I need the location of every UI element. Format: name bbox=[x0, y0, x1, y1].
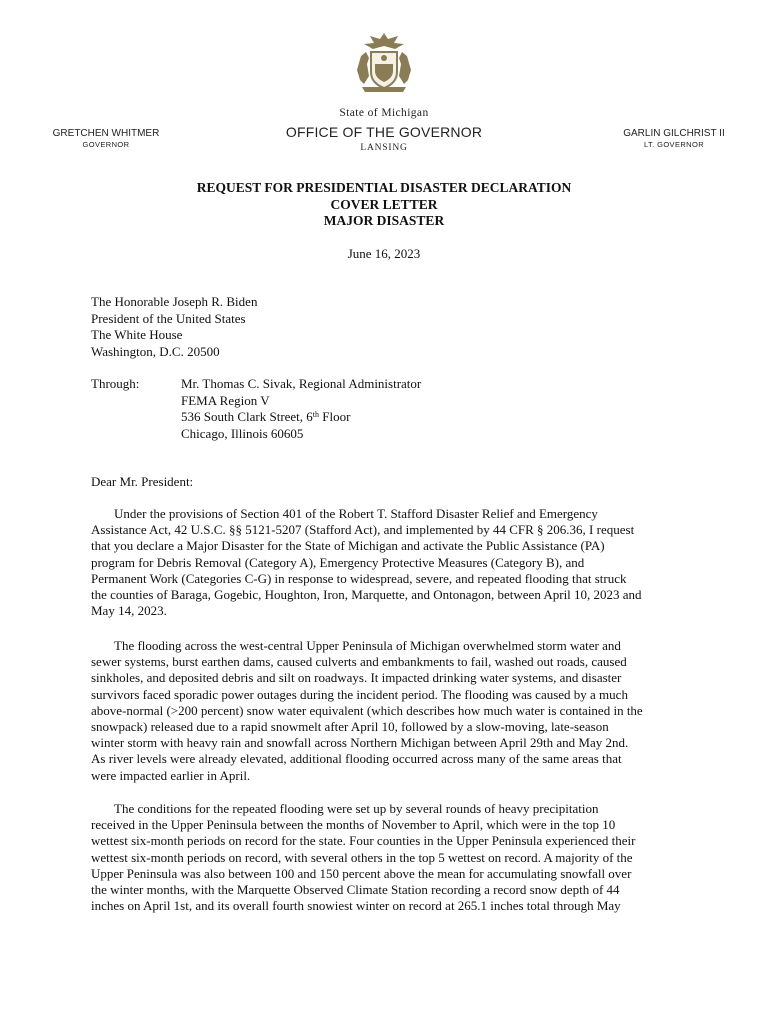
street-text: 536 South Clark Street, 6 bbox=[181, 409, 313, 424]
salutation: Dear Mr. President: bbox=[91, 474, 194, 489]
paragraph-line: The flooding across the west-central Upper Peninsula of Michigan overwhelmed storm water and bbox=[114, 638, 621, 653]
governor-name: GRETCHEN WHITMER bbox=[52, 128, 160, 139]
recipient-address bbox=[91, 294, 257, 360]
heading-line: REQUEST FOR PRESIDENTIAL DISASTER DECLARATION bbox=[196, 180, 572, 195]
through-name: Mr. Thomas C. Sivak, Regional Administrator bbox=[181, 376, 422, 391]
lt-governor-block bbox=[610, 127, 738, 150]
paragraph-line: The conditions for the repeated flooding were set up by several rounds of heavy precipitation bbox=[114, 801, 599, 816]
through-street bbox=[181, 409, 421, 426]
street-ordinal: th bbox=[312, 410, 320, 419]
paragraph-line: above-normal (>200 percent) snow water equivalent (which describes how much water is contained in the bbox=[91, 702, 643, 718]
paragraph-line: survivors faced sporadic power outages during the incident period. The flooding was caused by a much bbox=[91, 686, 628, 702]
paragraph-line: Assistance Act, 42 U.S.C. §§ 5121-5207 (Stafford Act), and implemented by 44 CFR § 206.36, I request bbox=[91, 522, 635, 538]
paragraph-line: sinkholes, and deposited debris and silt on roadways. It impacted drinking water systems, and disaster bbox=[91, 670, 622, 686]
lt-governor-title: LT. GOVERNOR bbox=[643, 140, 705, 149]
paragraph-line: sewer systems, burst earthen dams, caused culverts and embankments to fail, washed out roads, caused bbox=[91, 654, 627, 670]
address-line: The Honorable Joseph R. Biden bbox=[91, 294, 258, 309]
letter-date: June 16, 2023 bbox=[347, 246, 421, 261]
paragraph-2 bbox=[91, 638, 681, 784]
paragraph-line: Upper Peninsula was also between 100 and 150 percent above the mean for accumulating snowfall over bbox=[91, 865, 632, 881]
document-heading bbox=[0, 180, 768, 230]
heading-line: COVER LETTER bbox=[330, 196, 438, 212]
paragraph-line: inches on April 1st, and its overall fourth snowiest winter on record at 265.1 inches total through May bbox=[91, 898, 621, 914]
letterhead-state: State of Michigan bbox=[339, 107, 429, 119]
paragraph-line: the winter months, with the Marquette Observed Climate Station recording a record snow depth of 44 bbox=[91, 882, 620, 898]
through-city: Chicago, Illinois 60605 bbox=[181, 425, 304, 441]
street-text-end: Floor bbox=[319, 409, 351, 424]
michigan-seal-icon bbox=[354, 30, 414, 94]
paragraph-1 bbox=[91, 506, 681, 619]
letterhead-city: LANSING bbox=[360, 143, 408, 153]
address-line: President of the United States bbox=[91, 310, 246, 326]
paragraph-line: Permanent Work (Categories C-G) in response to widespread, severe, and repeated flooding that struck bbox=[91, 570, 627, 586]
paragraph-line: May 14, 2023. bbox=[91, 603, 167, 619]
address-line: The White House bbox=[91, 327, 183, 342]
paragraph-line: program for Debris Removal (Category A), Emergency Protective Measures (Category B), and bbox=[91, 554, 585, 570]
paragraph-line: were impacted earlier in April. bbox=[91, 767, 251, 783]
paragraph-3 bbox=[91, 801, 681, 914]
through-label: Through: bbox=[91, 376, 140, 391]
paragraph-line: snowpack) released due to a rapid snowmelt after April 10, followed by a slow-moving, late-season bbox=[91, 719, 609, 735]
heading-line: MAJOR DISASTER bbox=[323, 213, 445, 228]
paragraph-line: that you declare a Major Disaster for the State of Michigan and activate the Public Assistance (PA) bbox=[91, 538, 605, 554]
letterhead-office: OFFICE OF THE GOVERNOR bbox=[285, 124, 483, 140]
paragraph-line: wettest six-month periods on record for the state. Four counties in the Upper Peninsula experienced their bbox=[91, 833, 636, 849]
address-line: Washington, D.C. 20500 bbox=[91, 343, 220, 359]
through-org: FEMA Region V bbox=[181, 392, 270, 408]
paragraph-line: winter storm with heavy rain and snowfall across Northern Michigan between April 29th and May 2nd. bbox=[91, 735, 629, 751]
paragraph-line: the counties of Baraga, Gogebic, Houghton, Iron, Marquette, and Ontonagon, between April 10, 2023 and bbox=[91, 587, 642, 603]
governor-title: GOVERNOR bbox=[82, 140, 130, 149]
paragraph-line: As river levels were already elevated, additional flooding occurred across many of the same areas that bbox=[91, 751, 622, 767]
paragraph-line: Under the provisions of Section 401 of the Robert T. Stafford Disaster Relief and Emergency bbox=[114, 506, 598, 521]
governor-block bbox=[40, 127, 172, 150]
paragraph-line: received in the Upper Peninsula between the months of November to April, which were in the top 10 bbox=[91, 817, 616, 833]
through-address bbox=[181, 376, 421, 442]
paragraph-line: wettest six-month periods on record, with several others in the top 5 wettest on record. A majority of the bbox=[91, 849, 633, 865]
lt-governor-name: GARLIN GILCHRIST II bbox=[623, 128, 725, 139]
